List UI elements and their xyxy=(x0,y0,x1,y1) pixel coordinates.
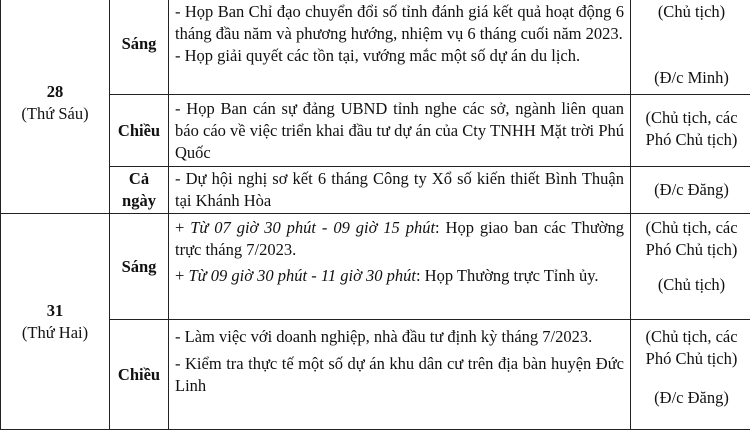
lead-cell xyxy=(631,167,750,214)
lead-cell xyxy=(631,320,750,430)
content-cell xyxy=(169,320,631,430)
session-afternoon: Chiều xyxy=(110,320,169,430)
content-cell xyxy=(169,0,631,95)
agenda-item: - Kiểm tra thực tế một số dự án khu dân cư trên địa bàn huyện Đức Linh xyxy=(175,348,624,397)
lead-cell xyxy=(631,214,750,320)
lead-name: (Đ/c Đăng) xyxy=(631,370,750,409)
lead-cell xyxy=(631,95,750,167)
bullet: + xyxy=(175,266,188,285)
lead-name: (Chủ tịch) xyxy=(631,261,750,296)
content-cell xyxy=(169,214,631,320)
weekday-label: (Thứ Hai) xyxy=(1,322,109,344)
lead-name: Phó Chủ tịch) xyxy=(631,239,750,261)
row-28-morning xyxy=(1,0,750,95)
row-28-allday xyxy=(1,167,750,214)
bullet: + xyxy=(175,218,190,237)
lead-name: (Đ/c Minh) xyxy=(631,23,750,89)
lead-name: (Chủ tịch, các xyxy=(631,95,750,129)
agenda-item: - Họp Ban cán sự đảng UBND tỉnh nghe các sở, ngành liên quan báo cáo về việc triển khai đầu tư dự án của Cty TNHH Mặt trời Phú Quốc xyxy=(175,95,624,164)
agenda-item xyxy=(175,214,624,261)
content-cell xyxy=(169,167,631,214)
session-afternoon: Chiều xyxy=(110,95,169,167)
day-number: 31 xyxy=(1,300,109,322)
agenda-item: - Làm việc với doanh nghiệp, nhà đầu tư định kỳ tháng 7/2023. xyxy=(175,320,624,348)
time-range: Từ 07 giờ 30 phút - 09 giờ 15 phút xyxy=(190,218,435,237)
agenda-item xyxy=(175,261,624,287)
agenda-text: : Họp Thường trực Tỉnh ủy. xyxy=(416,266,599,285)
agenda-item: - Dự hội nghị sơ kết 6 tháng Công ty Xổ số kiến thiết Bình Thuận tại Khánh Hòa xyxy=(175,167,624,212)
session-label-line: Cả xyxy=(110,168,168,190)
lead-cell xyxy=(631,0,750,95)
agenda-text: : Họp giao ban các Thường trực tháng 7/2023. xyxy=(175,218,624,259)
date-cell-28 xyxy=(1,0,110,214)
row-31-afternoon xyxy=(1,320,750,430)
session-allday xyxy=(110,167,169,214)
session-label-line: ngày xyxy=(110,190,168,212)
content-cell xyxy=(169,95,631,167)
lead-name: (Chủ tịch, các xyxy=(631,320,750,348)
lead-name: (Chủ tịch, các xyxy=(631,214,750,239)
day-number: 28 xyxy=(1,81,109,103)
session-morning: Sáng xyxy=(110,0,169,95)
row-31-morning xyxy=(1,214,750,320)
agenda-item: - Họp Ban Chỉ đạo chuyển đổi số tỉnh đánh giá kết quả hoạt động 6 tháng đầu năm và phương hướng, nhiệm vụ 6 tháng cuối năm 2023. xyxy=(175,0,624,45)
date-cell-31 xyxy=(1,214,110,430)
weekday-label: (Thứ Sáu) xyxy=(1,103,109,125)
lead-name: Phó Chủ tịch) xyxy=(631,129,750,151)
agenda-item: - Họp giải quyết các tồn tại, vướng mắc một số dự án du lịch. xyxy=(175,45,624,67)
time-range: Từ 09 giờ 30 phút - 11 giờ 30 phút xyxy=(188,266,416,285)
row-28-afternoon xyxy=(1,95,750,167)
lead-name: Phó Chủ tịch) xyxy=(631,348,750,370)
lead-name: (Chủ tịch) xyxy=(631,0,750,23)
lead-name: (Đ/c Đăng) xyxy=(631,179,750,201)
session-morning: Sáng xyxy=(110,214,169,320)
